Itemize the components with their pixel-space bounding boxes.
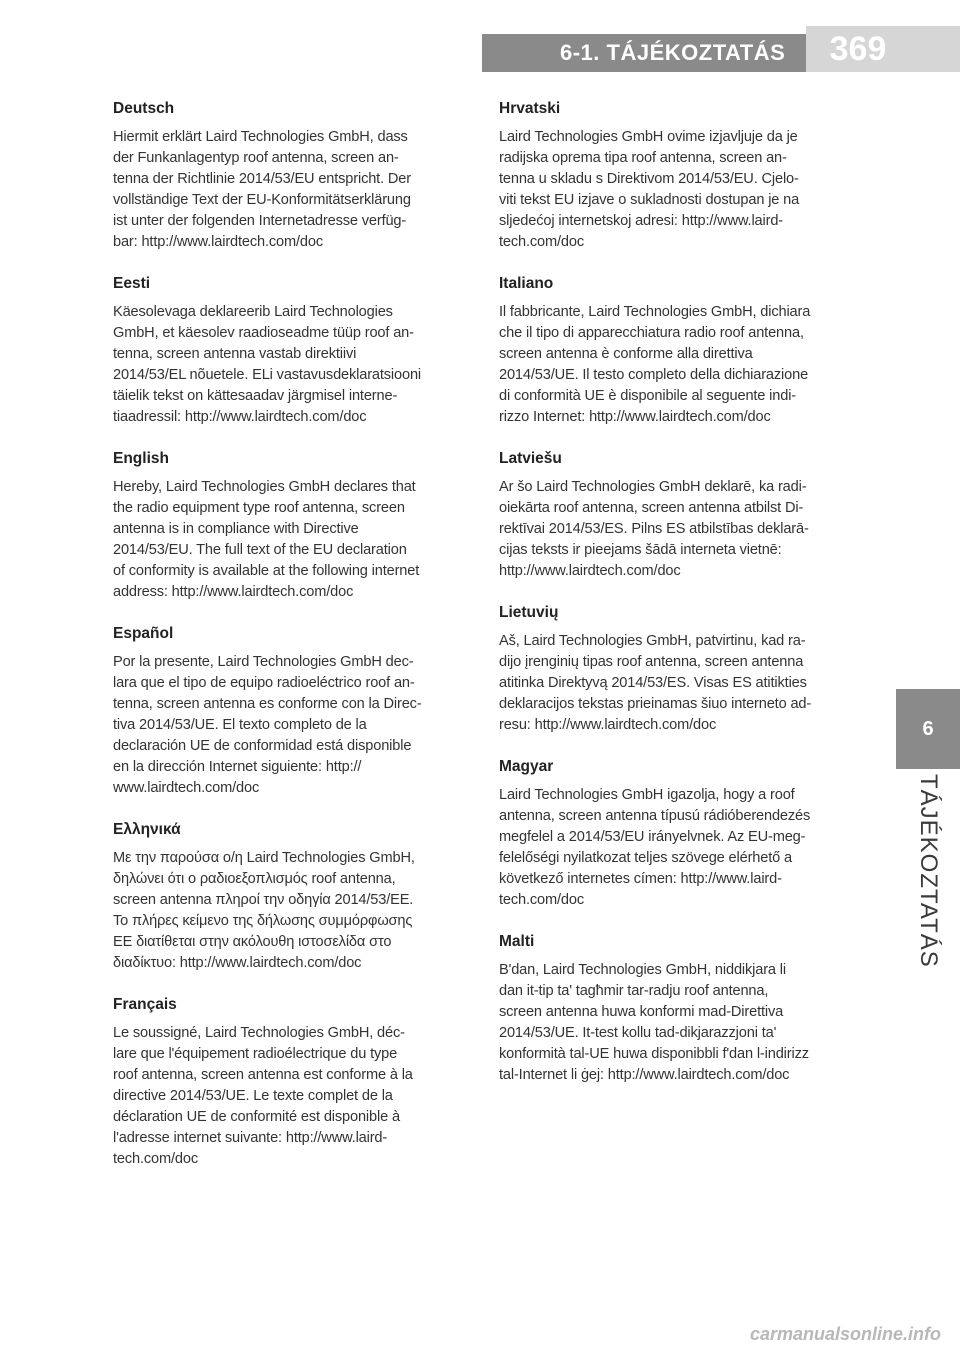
declaration-line: Käesolevaga deklareerib Laird Technologies <box>113 304 393 320</box>
declaration-line: deklaracijos tekstas prieinamas šiuo interneto ad- <box>499 696 812 712</box>
language-section <box>499 756 854 911</box>
language-section <box>113 994 463 1170</box>
language-heading: Ελληνικά <box>113 821 181 838</box>
language-heading: Latviešu <box>499 450 562 467</box>
declaration-line: of conformity is available at the following internet <box>113 563 420 579</box>
declaration-line: declaración UE de conformidad está disponible <box>113 738 412 754</box>
declaration-line: konformità tal-UE huwa disponibbli f'dan l-indirizz <box>499 1046 809 1062</box>
language-section <box>113 98 463 253</box>
declaration-line: di conformità UE è disponibile al seguente indi- <box>499 388 797 404</box>
declaration-line: l'adresse internet suivante: http://www.laird- <box>113 1130 388 1146</box>
language-section <box>499 448 854 582</box>
language-heading: Hrvatski <box>499 100 561 117</box>
declaration-line: megfelel a 2014/53/EU irányelvnek. Az EU-meg- <box>499 829 806 845</box>
language-section <box>113 448 463 603</box>
right-column <box>499 98 854 1106</box>
language-section <box>113 273 463 428</box>
declaration-line: antenna, screen antenna típusú rádióberendezés <box>499 808 811 824</box>
declaration-line: the radio equipment type roof antenna, screen <box>113 500 405 516</box>
declaration-line: tenna u skladu s Direktivom 2014/53/EU. Cjelo- <box>499 171 799 187</box>
declaration-line: lara que el tipo de equipo radioeléctrico roof an- <box>113 675 415 691</box>
declaration-line: ist unter der folgenden Internetadresse verfüg- <box>113 213 407 229</box>
declaration-text <box>499 960 854 1086</box>
declaration-line: resu: http://www.lairdtech.com/doc <box>499 717 717 733</box>
declaration-text <box>113 477 463 603</box>
chapter-tab-label-container <box>896 774 960 968</box>
declaration-text <box>113 652 463 799</box>
declaration-line: radijska oprema tipa roof antenna, screen an- <box>499 150 787 166</box>
declaration-line: roof antenna, screen antenna est conforme à la <box>113 1067 413 1083</box>
declaration-line: Laird Technologies GmbH ovime izjavljuje da je <box>499 129 798 145</box>
declaration-line: lare que l'équipement radioélectrique du type <box>113 1046 398 1062</box>
declaration-text <box>499 302 854 428</box>
declaration-line: Le soussigné, Laird Technologies GmbH, déc- <box>113 1025 405 1041</box>
language-heading: Français <box>113 996 177 1013</box>
declaration-line: Hereby, Laird Technologies GmbH declares that <box>113 479 416 495</box>
declaration-text <box>499 631 854 736</box>
declaration-line: http://www.lairdtech.com/doc <box>499 563 681 579</box>
declaration-line: διαδίκτυο: http://www.lairdtech.com/doc <box>113 955 362 971</box>
declaration-text <box>113 848 463 974</box>
language-heading: Deutsch <box>113 100 175 117</box>
declaration-line: directive 2014/53/UE. Le texte complet de la <box>113 1088 393 1104</box>
declaration-line: tech.com/doc <box>499 234 584 250</box>
declaration-line: Aš, Laird Technologies GmbH, patvirtinu, kad ra- <box>499 633 806 649</box>
declaration-line: tenna, screen antenna es conforme con la Direc- <box>113 696 422 712</box>
declaration-line: www.lairdtech.com/doc <box>113 780 260 796</box>
language-section <box>499 931 854 1086</box>
declaration-line: dijo įrenginių tipas roof antenna, screen antenna <box>499 654 804 670</box>
declaration-line: antenna is in compliance with Directive <box>113 521 359 537</box>
declaration-line: tenna, screen antenna vastab direktiivi <box>113 346 357 362</box>
language-section <box>113 623 463 799</box>
declaration-line: Laird Technologies GmbH igazolja, hogy a roof <box>499 787 795 803</box>
declaration-line: en la dirección Internet siguiente: http:// <box>113 759 362 775</box>
declaration-line: viti tekst EU izjave o sukladnosti dostupan je na <box>499 192 800 208</box>
declaration-line: következő internetes címen: http://www.laird- <box>499 871 782 887</box>
language-heading: Magyar <box>499 758 554 775</box>
declaration-line: der Funkanlagentyp roof antenna, screen an- <box>113 150 399 166</box>
watermark-text: carmanualsonline.info <box>750 1324 942 1344</box>
declaration-line: cijas teksts ir pieejams šādā interneta vietnē: <box>499 542 782 558</box>
declaration-line: Hiermit erklärt Laird Technologies GmbH, dass <box>113 129 408 145</box>
declaration-line: rizzo Internet: http://www.lairdtech.com/doc <box>499 409 771 425</box>
declaration-line: δηλώνει ότι ο ραδιοεξοπλισμός roof antenna, <box>113 871 396 887</box>
declaration-line: täielik tekst on kättesaadav järgmisel interne- <box>113 388 398 404</box>
declaration-line: dan it-tip ta' tagħmir tar-radju roof antenna, <box>499 983 769 999</box>
language-heading: Malti <box>499 933 535 950</box>
declaration-line: address: http://www.lairdtech.com/doc <box>113 584 354 600</box>
declaration-line: 2014/53/EU. The full text of the EU declaration <box>113 542 407 558</box>
chapter-tab-number: 6 <box>922 718 934 740</box>
declaration-text <box>499 477 854 582</box>
language-heading: English <box>113 450 169 467</box>
chapter-tab-label: TÁJÉKOZTATÁS <box>915 774 942 968</box>
declaration-line: B'dan, Laird Technologies GmbH, niddikjara li <box>499 962 786 978</box>
language-section <box>499 98 854 253</box>
declaration-line: oiekārta roof antenna, screen antenna atbilst Di- <box>499 500 804 516</box>
declaration-line: vollständige Text der EU-Konformitätserklärung <box>113 192 411 208</box>
language-section <box>499 602 854 736</box>
declaration-line: 2014/53/UE. It-test kollu tad-dikjarazzjoni ta' <box>499 1025 777 1041</box>
declaration-line: che il tipo di apparecchiatura radio roof antenna, <box>499 325 804 341</box>
declaration-line: Ar šo Laird Technologies GmbH deklarē, ka radi- <box>499 479 807 495</box>
declaration-line: tal-Internet li ġej: http://www.lairdtech.com/doc <box>499 1067 790 1083</box>
left-column <box>113 98 463 1190</box>
language-heading: Italiano <box>499 275 554 292</box>
declaration-line: 2014/53/EL nõuetele. ELi vastavusdeklaratsiooni <box>113 367 422 383</box>
declaration-line: tech.com/doc <box>113 1151 198 1167</box>
declaration-line: rektīvai 2014/53/ES. Pilns ES atbilstības deklarā- <box>499 521 809 537</box>
declaration-text <box>113 1023 463 1170</box>
declaration-line: déclaration UE de conformité est disponible à <box>113 1109 400 1125</box>
language-section <box>499 273 854 428</box>
declaration-line: tenna der Richtlinie 2014/53/EU entspricht. Der <box>113 171 411 187</box>
declaration-line: tiaadressil: http://www.lairdtech.com/doc <box>113 409 367 425</box>
declaration-line: Il fabbricante, Laird Technologies GmbH, dichiara <box>499 304 811 320</box>
declaration-line: screen antenna è conforme alla direttiva <box>499 346 753 362</box>
declaration-line: bar: http://www.lairdtech.com/doc <box>113 234 323 250</box>
page-title: 6-1. TÁJÉKOZTATÁS <box>560 40 786 65</box>
language-heading: Lietuvių <box>499 604 559 621</box>
declaration-text <box>499 785 854 911</box>
language-heading: Español <box>113 625 174 642</box>
declaration-line: screen antenna πληροί την οδηγία 2014/53/ΕΕ. <box>113 892 414 908</box>
declaration-line: Με την παρούσα ο/η Laird Technologies GmbH, <box>113 850 415 866</box>
declaration-line: ΕΕ διατίθεται στην ακόλουθη ιστοσελίδα στο <box>113 934 392 950</box>
page-number: 369 <box>829 30 887 68</box>
declaration-text <box>113 302 463 428</box>
declaration-line: GmbH, et käesolev raadioseadme tüüp roof an- <box>113 325 414 341</box>
declaration-line: Por la presente, Laird Technologies GmbH dec- <box>113 654 414 670</box>
declaration-line: Το πλήρες κείμενο της δήλωσης συμμόρφωσης <box>113 913 413 929</box>
declaration-line: atitinka Direktyvą 2014/53/ES. Visas ES atitikties <box>499 675 807 691</box>
declaration-line: screen antenna huwa konformi mad-Direttiva <box>499 1004 784 1020</box>
declaration-text <box>499 127 854 253</box>
declaration-line: tiva 2014/53/UE. El texto completo de la <box>113 717 367 733</box>
declaration-text <box>113 127 463 253</box>
declaration-line: tech.com/doc <box>499 892 584 908</box>
declaration-line: 2014/53/UE. Il testo completo della dichiarazione <box>499 367 809 383</box>
language-heading: Eesti <box>113 275 151 292</box>
declaration-line: felelőségi nyilatkozat teljes szövege elérhető a <box>499 850 792 866</box>
declaration-line: sljedećoj internetskoj adresi: http://www.laird- <box>499 213 783 229</box>
language-section <box>113 819 463 974</box>
